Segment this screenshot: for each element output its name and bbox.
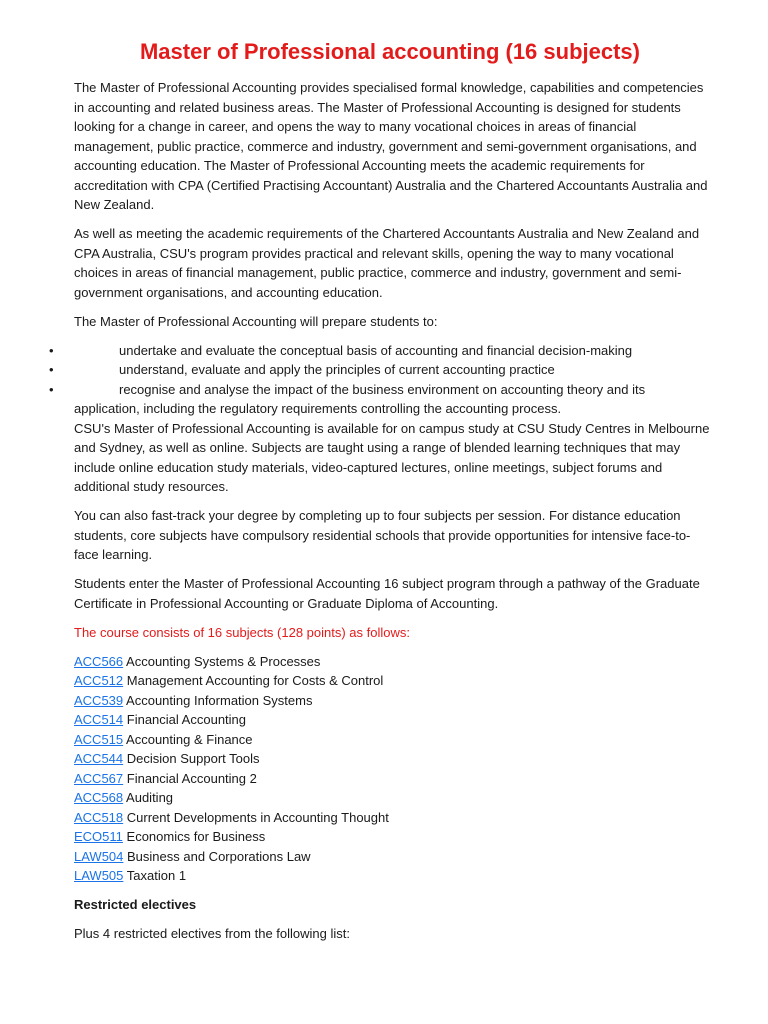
requirements-paragraph: As well as meeting the academic requirements of the Chartered Accountants Australia and New Zealand and CPA Australia, CSU's program provides practical and relevant skills, opening the way to many vocational choices in areas of financial management, public practice, commerce and industry, government and semi-government organisations, and accounting education.	[74, 226, 700, 300]
document-body	[74, 78, 714, 953]
subject-row	[74, 769, 714, 789]
subject-row	[74, 827, 714, 847]
subject-name: Current Developments in Accounting Thought	[126, 809, 389, 825]
pathway-paragraph: Students enter the Master of Professional Accounting 16 subject program through a pathway of the Graduate Certificate in Professional Accounting or Graduate Diploma of Accounting.	[74, 576, 700, 611]
list-item: • recognise and analyse the impact of the business environment on accounting theory and its application, including the regulatory requirements controlling the accounting process.	[74, 380, 714, 419]
intro-paragraph: The Master of Professional Accounting provides specialised formal knowledge, capabilities and competencies in accounting and related business areas. The Master of Professional Accounting is designed for students looking for a change in career, and opens the way to many vocational choices in areas of financial management, public practice, commerce and industry, government and semi-government organisations, and accounting education. The Master of Professional Accounting meets the academic requirements for accreditation with CPA (Certified Practising Accountant) Australia and the Chartered Accountants Australia and New Zealand.	[74, 80, 708, 212]
subject-link-acc567[interactable]: ACC567	[74, 770, 124, 786]
subject-link-acc512[interactable]: ACC512	[74, 673, 124, 688]
subject-link-acc518[interactable]: ACC518	[74, 809, 124, 825]
subject-row	[74, 730, 714, 750]
list-item: • undertake and evaluate the conceptual basis of accounting and financial decision-making	[74, 341, 714, 361]
list-item: • understand, evaluate and apply the principles of current accounting practice	[74, 360, 714, 380]
subject-name: Accounting Systems & Processes	[126, 653, 321, 669]
subject-list	[74, 652, 714, 886]
course-intro: The course consists of 16 subjects (128 points) as follows:	[74, 624, 410, 640]
subject-row	[74, 710, 714, 730]
subject-name: Accounting & Finance	[126, 731, 253, 747]
prepare-paragraph: The Master of Professional Accounting will prepare students to:	[74, 313, 438, 329]
subject-name: Financial Accounting 2	[126, 770, 257, 786]
subject-link-law504[interactable]: LAW504	[74, 848, 124, 864]
subject-row	[74, 808, 714, 828]
restricted-electives-text: Plus 4 restricted electives from the following list:	[74, 926, 350, 941]
subject-link-acc544[interactable]: ACC544	[74, 751, 124, 766]
subject-link-eco511[interactable]: ECO511	[74, 829, 123, 844]
subject-row	[74, 749, 714, 769]
fast-track-paragraph: You can also fast-track your degree by completing up to four subjects per session. For distance education students, core subjects have compulsory residential schools that provide opportunities for intensive face-to-face learning.	[74, 508, 691, 562]
subject-link-acc514[interactable]: ACC514	[74, 712, 124, 727]
subject-name: Management Accounting for Costs & Control	[126, 673, 384, 688]
subject-link-acc568[interactable]: ACC568	[74, 790, 124, 805]
subject-name: Taxation 1	[126, 868, 187, 883]
subject-name: Auditing	[126, 790, 174, 805]
subject-row	[74, 652, 714, 672]
subject-row	[74, 671, 714, 691]
subject-row	[74, 866, 714, 886]
subject-row	[74, 788, 714, 808]
subject-row	[74, 847, 714, 867]
availability-paragraph: CSU's Master of Professional Accounting is available for on campus study at CSU Study Centres in Melbourne and Sydney, as well as online. Subjects are taught using a range of blended learning techniques that may include online education study materials, video-captured lectures, online meetings, subject forums and additional study resources.	[74, 420, 710, 494]
subject-name: Business and Corporations Law	[127, 848, 311, 864]
page-title: Master of Professional accounting (16 subjects)	[139, 39, 640, 64]
subject-link-acc566[interactable]: ACC566	[74, 653, 124, 669]
subject-link-law505[interactable]: LAW505	[74, 868, 124, 883]
subject-name: Economics for Business	[126, 829, 266, 844]
subject-name: Accounting Information Systems	[126, 692, 313, 708]
outcomes-list	[74, 341, 714, 419]
restricted-electives-heading: Restricted electives	[74, 897, 197, 912]
subject-link-acc515[interactable]: ACC515	[74, 731, 124, 747]
subject-row	[74, 691, 714, 711]
subject-name: Financial Accounting	[126, 712, 247, 727]
subject-link-acc539[interactable]: ACC539	[74, 692, 124, 708]
subject-name: Decision Support Tools	[126, 751, 260, 766]
